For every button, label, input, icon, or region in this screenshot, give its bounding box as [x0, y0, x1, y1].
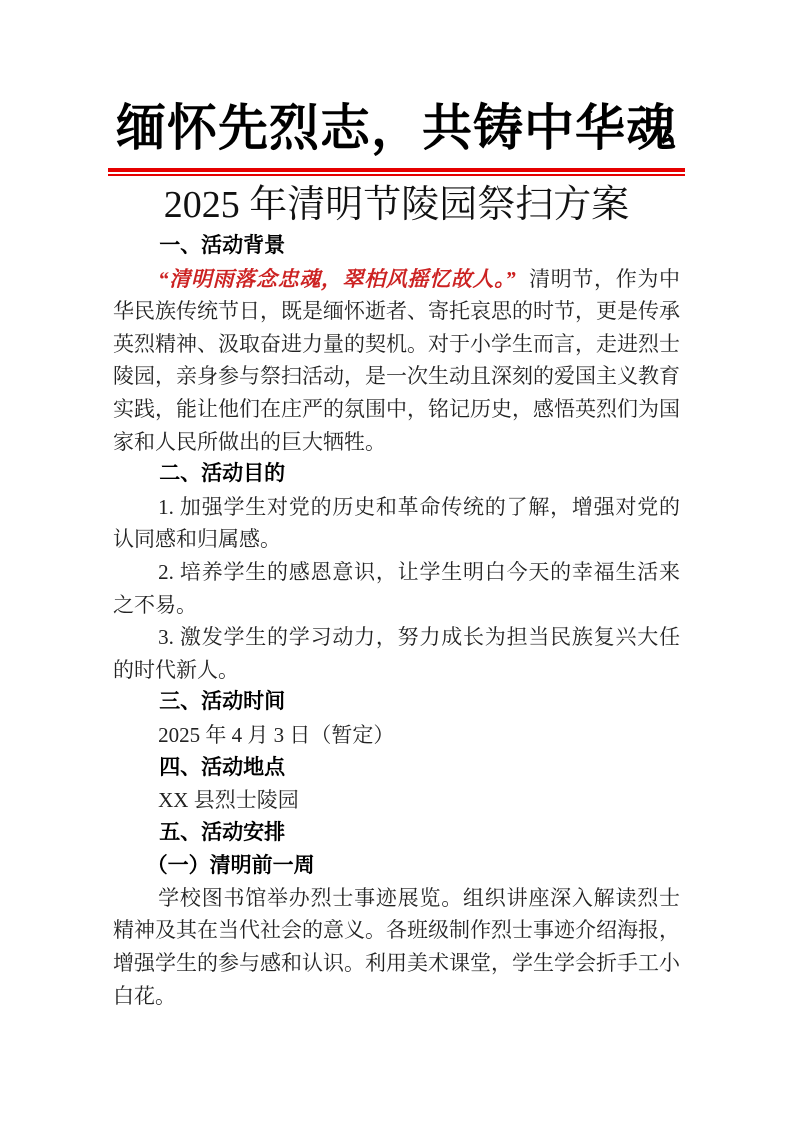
- poem-quote: “清明雨落念忠魂，翠柏风摇忆故人。”: [158, 266, 516, 291]
- purpose-item-1: 1. 加强学生对党的历史和革命传统的了解，增强对党的认同感和归属感。: [113, 494, 680, 552]
- red-divider-thin-line: [108, 174, 685, 176]
- section-heading-location: 四、活动地点: [159, 755, 286, 779]
- document-content: [0, 168, 793, 1012]
- background-text: 清明节，作为中华民族传统节日，既是缅怀逝者、寄托哀思的时节，更是传承英烈精神、汲取奋进力量的契机。对于小学生而言，走进烈士陵园，亲身参与祭扫活动，是一次生动且深刻的爱国主义教育实践，能让他们在庄严的氛围中，铭记历史，感悟英烈们为国家和人民所做出的巨大牺牲。: [113, 266, 681, 454]
- section-heading-arrangement: 五、活动安排: [159, 820, 286, 844]
- time-value: 2025 年 4 月 3 日（暂定）: [158, 722, 395, 747]
- section-heading-time: 三、活动时间: [159, 690, 286, 714]
- background-paragraph: [113, 263, 680, 459]
- red-divider-thick-line: [108, 168, 685, 172]
- subsection-heading-week-before-qingming: （一）清明前一周: [146, 853, 315, 878]
- arrangement-paragraph: 学校图书馆举办烈士事迹展览。组织讲座深入解读烈士精神及其在当代社会的意义。各班级制作烈士事迹介绍海报，增强学生的参与感和认识。利用美术课堂，学生学会折手工小白花。: [113, 885, 680, 1008]
- document-body: [113, 230, 680, 1012]
- location-value: XX 县烈士陵园: [158, 788, 299, 813]
- red-divider: [108, 168, 685, 176]
- document-subtitle: 2025 年清明节陵园祭扫方案: [163, 184, 630, 226]
- document-title: 缅怀先烈志，共铸中华魂: [116, 100, 677, 156]
- purpose-item-3: 3. 激发学生的学习动力，努力成长为担当民族复兴大任的时代新人。: [113, 625, 680, 682]
- section-heading-purpose: 二、活动目的: [159, 462, 286, 486]
- section-heading-background: 一、活动背景: [159, 234, 286, 257]
- purpose-item-2: 2. 培养学生的感恩意识，让学生明白今天的幸福生活来之不易。: [113, 559, 680, 617]
